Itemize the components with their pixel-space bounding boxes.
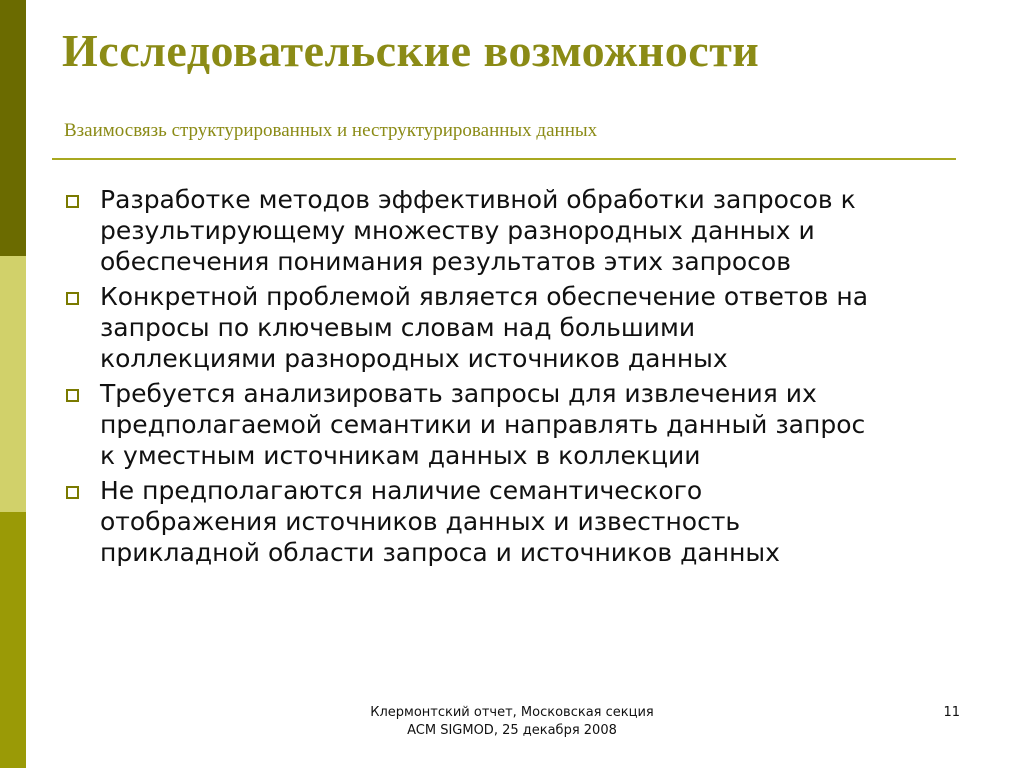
bullet-text-line: запросы по ключевым словам над большими (100, 313, 696, 342)
bullet-text-line: Не предполагаются наличие семантического (100, 476, 703, 505)
bullet-text-line: прикладной области запроса и источников данных (100, 538, 780, 567)
square-bullet-icon (66, 195, 79, 208)
bullet-text-line: к уместным источникам данных в коллекции (100, 441, 701, 470)
bullet-item (64, 281, 964, 374)
bullet-text-line: Конкретной проблемой является обеспечение ответов на (100, 282, 869, 311)
sidebar-segment-dark (0, 0, 26, 256)
slide-footer (312, 704, 712, 740)
bullet-text-line: коллекциями разнородных источников данных (100, 344, 728, 373)
bullet-item (64, 378, 964, 471)
page-number: 11 (943, 705, 960, 720)
slide-subtitle: Взаимосвязь структурированных и неструктурированных данных (64, 120, 598, 141)
footer-line: ACM SIGMOD, 25 декабря 2008 (407, 723, 617, 738)
bullet-text-line: обеспечения понимания результатов этих запросов (100, 247, 791, 276)
bullet-item (64, 184, 964, 277)
title-divider (52, 158, 956, 160)
footer-line: Клермонтский отчет, Московская секция (370, 705, 654, 720)
square-bullet-icon (66, 486, 79, 499)
bullet-text-line: результирующему множеству разнородных данных и (100, 216, 815, 245)
bullet-text-line: Требуется анализировать запросы для извлечения их (100, 379, 817, 408)
square-bullet-icon (66, 292, 79, 305)
sidebar-decoration (0, 0, 26, 768)
bullet-text-line: отображения источников данных и известность (100, 507, 741, 536)
bullet-list (64, 184, 964, 572)
bullet-item (64, 475, 964, 568)
sidebar-segment-light (0, 256, 26, 512)
bullet-text-line: предполагаемой семантики и направлять данный запрос (100, 410, 866, 439)
slide-title: Исследовательские возможности (62, 25, 760, 76)
bullet-text-line: Разработке методов эффективной обработки запросов к (100, 185, 856, 214)
sidebar-segment-mid (0, 512, 26, 768)
square-bullet-icon (66, 389, 79, 402)
